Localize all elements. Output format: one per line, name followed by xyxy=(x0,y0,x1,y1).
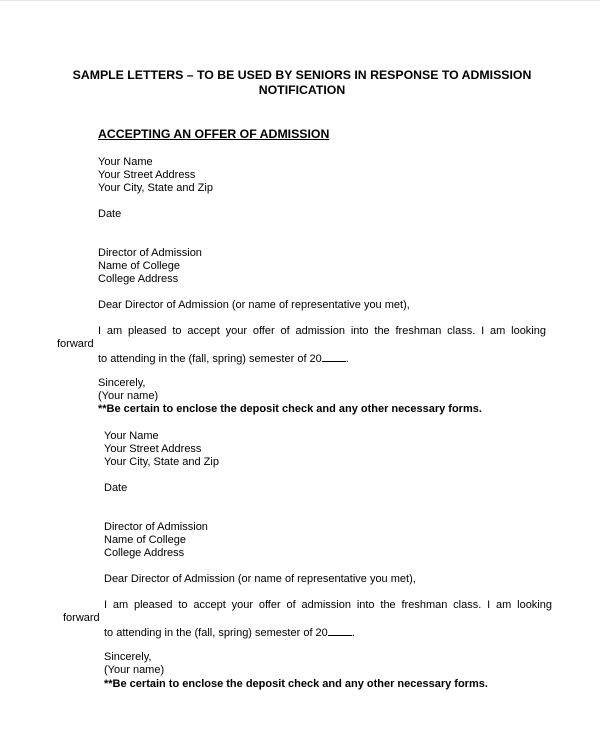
letter-date: Date xyxy=(104,482,128,494)
body-line-2-text: to attending in the (fall, spring) semester of 20 xyxy=(98,353,322,365)
year-blank xyxy=(328,625,352,636)
recipient-college: Name of College xyxy=(104,534,186,546)
recipient-title: Director of Admission xyxy=(104,521,208,533)
letter-date: Date xyxy=(98,208,122,220)
recipient-college: Name of College xyxy=(98,260,180,272)
body-line-2-text: to attending in the (fall, spring) semester of 20 xyxy=(104,627,328,639)
body-wrap-word: forward xyxy=(63,612,100,624)
salutation: Dear Director of Admission (or name of representative you met), xyxy=(98,299,410,311)
deposit-note: **Be certain to enclose the deposit check and any other necessary forms. xyxy=(104,678,488,690)
body-line-1: I am pleased to accept your offer of admission into the freshman class. I am looking xyxy=(98,325,546,337)
document-heading-line2: NOTIFICATION xyxy=(258,83,346,97)
signature: (Your name) xyxy=(98,390,159,402)
body-line-2-end: . xyxy=(351,627,355,639)
document-heading-line1: SAMPLE LETTERS – TO BE USED BY SENIORS IN RESPONSE TO ADMISSION xyxy=(72,68,532,82)
body-line-2 xyxy=(98,351,349,366)
sender-city: Your City, State and Zip xyxy=(104,456,219,468)
recipient-title: Director of Admission xyxy=(98,247,202,259)
sender-name: Your Name xyxy=(98,156,153,168)
sender-city: Your City, State and Zip xyxy=(98,182,213,194)
signature: (Your name) xyxy=(104,664,165,676)
closing: Sincerely, xyxy=(98,377,146,389)
section-title: ACCEPTING AN OFFER OF ADMISSION xyxy=(98,127,330,141)
body-wrap-word: forward xyxy=(57,338,94,350)
sender-street: Your Street Address xyxy=(104,443,202,455)
recipient-address: College Address xyxy=(98,273,179,285)
body-line-1: I am pleased to accept your offer of admission into the freshman class. I am looking xyxy=(104,599,552,611)
closing: Sincerely, xyxy=(104,651,152,663)
year-blank xyxy=(322,351,346,362)
deposit-note: **Be certain to enclose the deposit check and any other necessary forms. xyxy=(98,403,482,415)
body-line-2-end: . xyxy=(345,353,349,365)
sender-name: Your Name xyxy=(104,430,159,442)
body-line-2 xyxy=(104,625,355,640)
sender-street: Your Street Address xyxy=(98,169,196,181)
recipient-address: College Address xyxy=(104,547,185,559)
salutation: Dear Director of Admission (or name of representative you met), xyxy=(104,573,416,585)
